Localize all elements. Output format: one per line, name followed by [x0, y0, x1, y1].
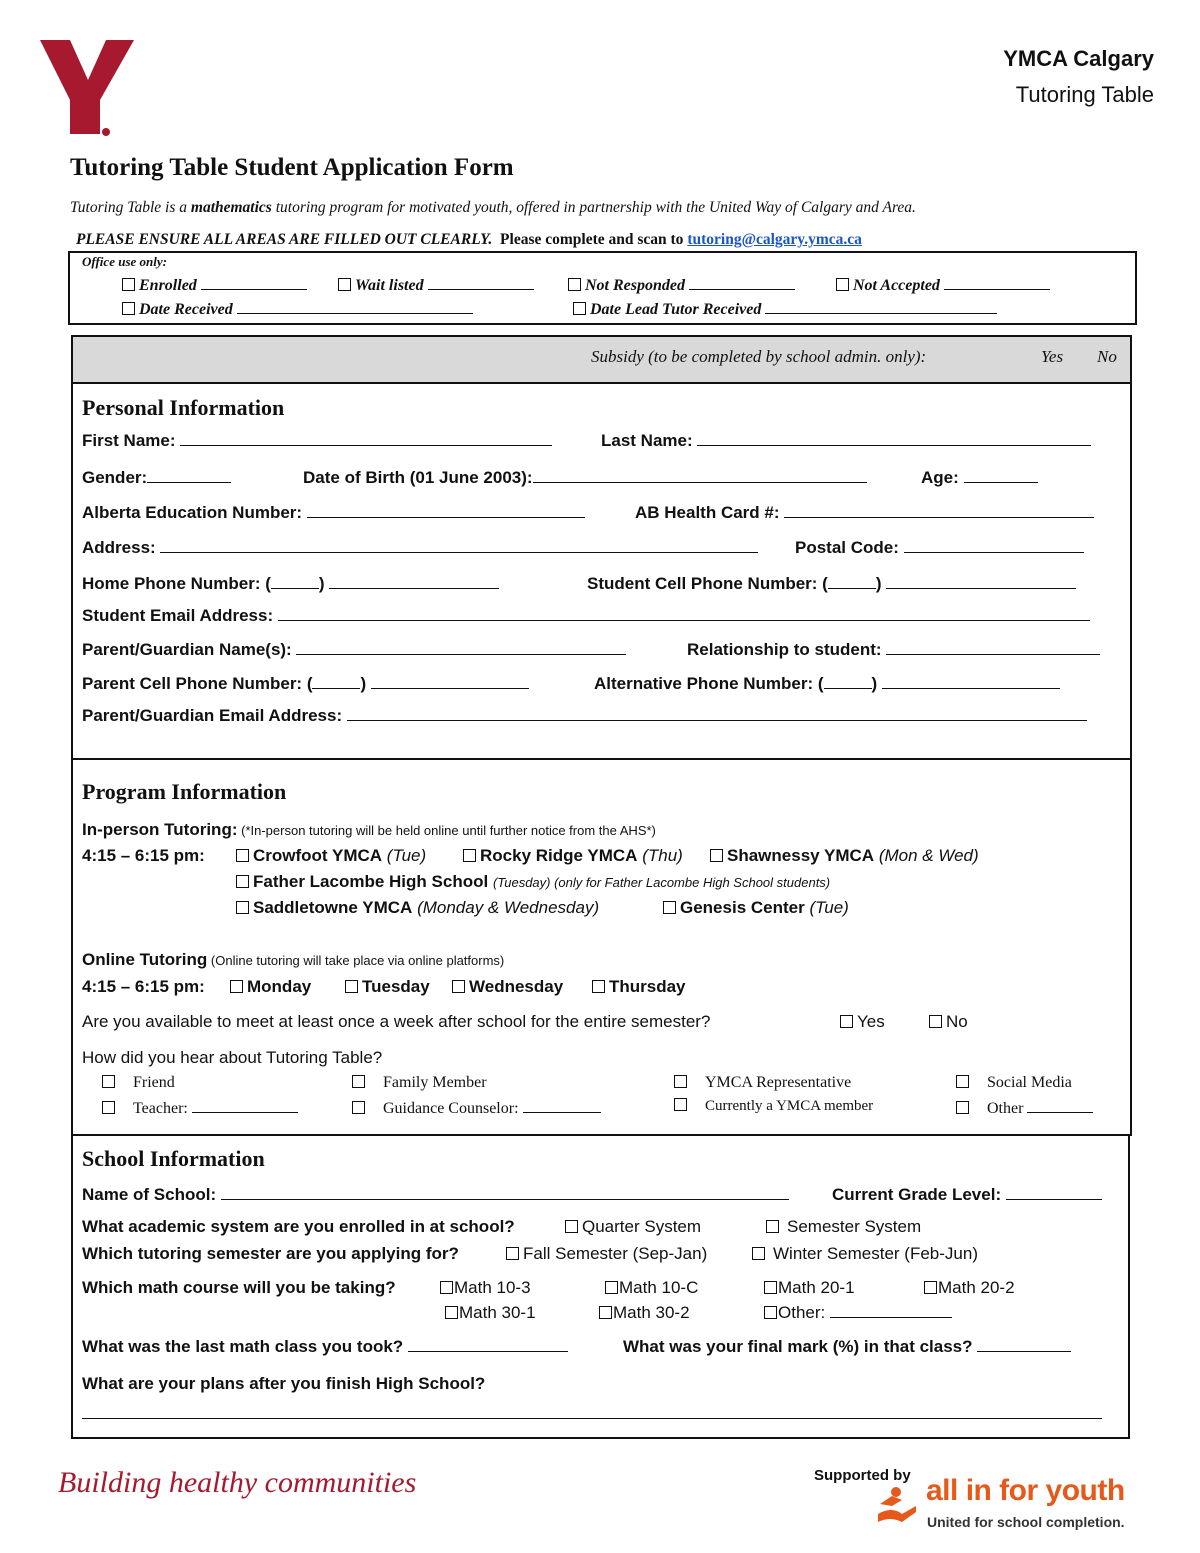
parent-cell-field[interactable]: Parent Cell Phone Number: ( ) — [82, 674, 529, 694]
option-thursday[interactable]: Thursday — [592, 977, 686, 997]
home-phone-field[interactable]: Home Phone Number: ( ) — [82, 574, 499, 594]
intro-text: Tutoring Table is a mathematics tutoring program for motivated youth, offered in partnership with the United Way of Calgary and Area. — [70, 199, 916, 216]
subsidy-no[interactable]: No — [1097, 347, 1117, 366]
age-field[interactable]: Age: — [921, 468, 1038, 488]
checkbox[interactable] — [592, 980, 605, 993]
student-cell-field[interactable]: Student Cell Phone Number: ( ) — [587, 574, 1076, 594]
hear-other[interactable]: Other — [956, 1098, 1093, 1118]
option-saddletowne[interactable]: Saddletowne YMCA (Monday & Wednesday) — [236, 898, 599, 918]
system-question: What academic system are you enrolled in at school? — [82, 1217, 515, 1236]
checkbox[interactable] — [230, 980, 243, 993]
checkbox[interactable] — [956, 1101, 969, 1114]
option-father-lacombe[interactable]: Father Lacombe High School (Tuesday) (only for Father Lacombe High School students) — [236, 872, 830, 892]
page-title: Tutoring Table Student Application Form — [70, 154, 514, 181]
checkbox[interactable] — [836, 278, 849, 291]
checkbox[interactable] — [674, 1075, 687, 1088]
checkbox[interactable] — [352, 1101, 365, 1114]
hear-friend[interactable]: Friend — [102, 1074, 175, 1092]
hands-heart-icon — [872, 1484, 920, 1530]
option-shawnessy[interactable]: Shawnessy YMCA (Mon & Wed) — [710, 846, 979, 866]
online-time: 4:15 – 6:15 pm: — [82, 977, 205, 996]
option-genesis[interactable]: Genesis Center (Tue) — [663, 898, 849, 918]
checkbox[interactable] — [452, 980, 465, 993]
course-question: Which math course will you be taking? — [82, 1278, 396, 1297]
option-wednesday[interactable]: Wednesday — [452, 977, 563, 997]
office-date-received: Date Received — [122, 299, 473, 319]
option-rocky-ridge[interactable]: Rocky Ridge YMCA (Thu) — [463, 846, 683, 866]
checkbox[interactable] — [956, 1075, 969, 1088]
checkbox[interactable] — [764, 1281, 777, 1294]
checkbox[interactable] — [674, 1098, 687, 1111]
hear-question: How did you hear about Tutoring Table? — [82, 1048, 383, 1067]
checkbox[interactable] — [345, 980, 358, 993]
availability-yes[interactable]: Yes — [840, 1012, 885, 1032]
option-math-30-1[interactable]: Math 30-1 — [445, 1303, 536, 1323]
checkbox[interactable] — [568, 278, 581, 291]
checkbox[interactable] — [599, 1306, 612, 1319]
aen-field[interactable]: Alberta Education Number: — [82, 503, 585, 523]
hear-social[interactable]: Social Media — [956, 1074, 1072, 1092]
option-quarter[interactable]: Quarter System — [565, 1217, 701, 1237]
first-name-field[interactable]: First Name: — [82, 431, 552, 451]
option-monday[interactable]: Monday — [230, 977, 311, 997]
inperson-time: 4:15 – 6:15 pm: — [82, 846, 205, 865]
office-enrolled: Enrolled — [122, 275, 307, 295]
last-class-field[interactable]: What was the last math class you took? — [82, 1337, 568, 1357]
org-name: YMCA Calgary — [1003, 46, 1154, 71]
checkbox[interactable] — [440, 1281, 453, 1294]
plans-answer-line[interactable] — [82, 1418, 1102, 1419]
checkbox[interactable] — [766, 1220, 779, 1233]
checkbox[interactable] — [764, 1306, 777, 1319]
office-not-responded: Not Responded — [568, 275, 795, 295]
checkbox[interactable] — [924, 1281, 937, 1294]
school-name-field[interactable]: Name of School: — [82, 1185, 789, 1205]
office-use-label: Office use only: — [82, 254, 167, 269]
option-fall[interactable]: Fall Semester (Sep-Jan) — [506, 1244, 707, 1264]
checkbox[interactable] — [929, 1015, 942, 1028]
tagline: Building healthy communities — [58, 1466, 417, 1499]
relationship-field[interactable]: Relationship to student: — [687, 640, 1100, 660]
address-field[interactable]: Address: — [82, 538, 758, 558]
guardian-name-field[interactable]: Parent/Guardian Name(s): — [82, 640, 626, 660]
checkbox[interactable] — [573, 302, 586, 315]
checkbox[interactable] — [102, 1101, 115, 1114]
notice: PLEASE ENSURE ALL AREAS ARE FILLED OUT CLEARLY. Please complete and scan to tutoring@calgary.ymca.ca — [76, 231, 862, 248]
checkbox[interactable] — [463, 849, 476, 862]
tutoring-semester-question: Which tutoring semester are you applying for? — [82, 1244, 459, 1263]
option-math-10-3[interactable]: Math 10-3 — [440, 1278, 531, 1298]
checkbox[interactable] — [236, 875, 249, 888]
united-tagline: United for school completion. — [927, 1514, 1125, 1530]
office-not-accepted: Not Accepted — [836, 275, 1050, 295]
checkbox[interactable] — [352, 1075, 365, 1088]
postal-code-field[interactable]: Postal Code: — [795, 538, 1084, 558]
checkbox[interactable] — [445, 1306, 458, 1319]
checkbox[interactable] — [752, 1247, 765, 1260]
alt-phone-field[interactable]: Alternative Phone Number: ( ) — [594, 674, 1060, 694]
option-other-course[interactable]: Other: — [764, 1303, 952, 1323]
checkbox[interactable] — [236, 849, 249, 862]
final-mark-field[interactable]: What was your final mark (%) in that class? — [623, 1337, 1071, 1357]
option-tuesday[interactable]: Tuesday — [345, 977, 430, 997]
hear-teacher[interactable]: Teacher: — [102, 1098, 298, 1118]
checkbox[interactable] — [710, 849, 723, 862]
hear-member[interactable]: Currently a YMCA member — [674, 1098, 873, 1115]
program-heading: Program Information — [82, 779, 287, 804]
checkbox[interactable] — [102, 1075, 115, 1088]
program-name: Tutoring Table — [1015, 82, 1154, 107]
subsidy-label: Subsidy (to be completed by school admin. only): — [591, 347, 927, 366]
option-math-30-2[interactable]: Math 30-2 — [599, 1303, 690, 1323]
availability-no[interactable]: No — [929, 1012, 968, 1032]
hear-guidance[interactable]: Guidance Counselor: — [352, 1098, 601, 1118]
option-math-20-1[interactable]: Math 20-1 — [764, 1278, 855, 1298]
supported-by: Supported by — [814, 1467, 911, 1484]
checkbox[interactable] — [605, 1281, 618, 1294]
all-in-for-youth-logo: all in for youth — [926, 1474, 1125, 1507]
subsidy-yes[interactable]: Yes — [1041, 347, 1064, 366]
option-winter[interactable]: Winter Semester (Feb-Jun) — [752, 1244, 978, 1264]
hear-family[interactable]: Family Member — [352, 1074, 487, 1092]
inperson-label: In-person Tutoring: (*In-person tutoring will be held online until further notice from the AHS*) — [82, 820, 656, 839]
checkbox[interactable] — [122, 278, 135, 291]
last-name-field[interactable]: Last Name: — [601, 431, 1091, 451]
checkbox[interactable] — [338, 278, 351, 291]
checkbox[interactable] — [506, 1247, 519, 1260]
health-card-field[interactable]: AB Health Card #: — [635, 503, 1094, 523]
online-label: Online Tutoring (Online tutoring will take place via online platforms) — [82, 950, 505, 969]
availability-question: Are you available to meet at least once a week after school for the entire semester? — [82, 1012, 711, 1031]
option-math-10-c[interactable]: Math 10-C — [605, 1278, 698, 1298]
email-link[interactable]: tutoring@calgary.ymca.ca — [687, 231, 862, 248]
student-email-field[interactable]: Student Email Address: — [82, 606, 1090, 626]
dob-field[interactable]: Date of Birth (01 June 2003): — [303, 468, 867, 488]
office-date-lead: Date Lead Tutor Received — [573, 299, 997, 319]
checkbox[interactable] — [840, 1015, 853, 1028]
checkbox[interactable] — [565, 1220, 578, 1233]
grade-level-field[interactable]: Current Grade Level: — [832, 1185, 1102, 1205]
office-waitlisted: Wait listed — [338, 275, 534, 295]
ymca-logo — [40, 38, 136, 138]
checkbox[interactable] — [122, 302, 135, 315]
plans-question: What are your plans after you finish High School? — [82, 1374, 486, 1393]
checkbox[interactable] — [663, 901, 676, 914]
school-heading: School Information — [82, 1146, 265, 1171]
checkbox[interactable] — [236, 901, 249, 914]
option-math-20-2[interactable]: Math 20-2 — [924, 1278, 1015, 1298]
gender-field[interactable]: Gender: — [82, 468, 231, 488]
hear-ymca-rep[interactable]: YMCA Representative — [674, 1074, 851, 1092]
guardian-email-field[interactable]: Parent/Guardian Email Address: — [82, 706, 1087, 726]
personal-heading: Personal Information — [82, 395, 285, 420]
option-semester[interactable]: Semester System — [766, 1217, 921, 1237]
option-crowfoot[interactable]: Crowfoot YMCA (Tue) — [236, 846, 426, 866]
